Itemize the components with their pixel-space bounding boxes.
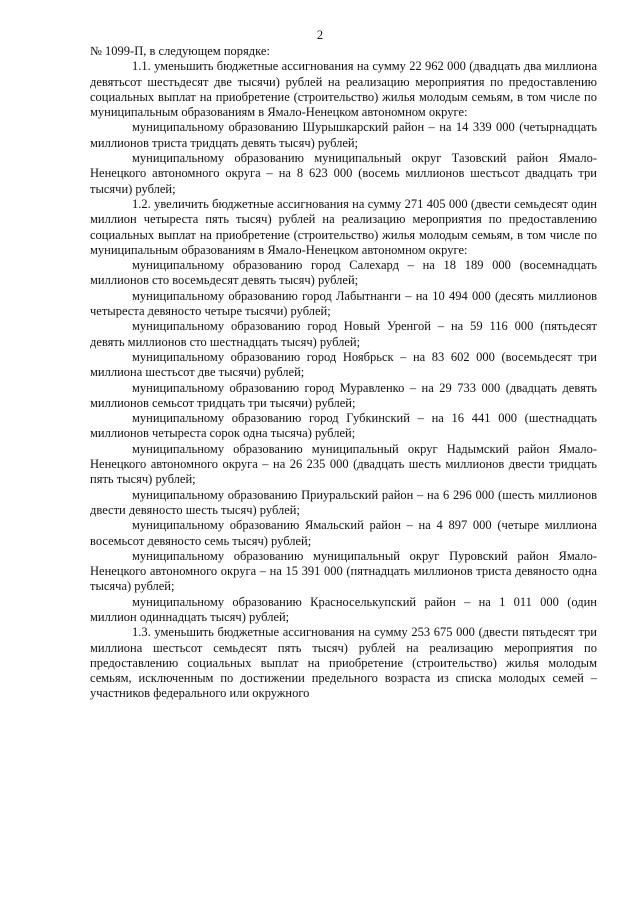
paragraph-labytnangi: муниципальному образованию город Лабытнанги – на 10 494 000 (десять миллионов четыреста девяносто четыре тысячи) рублей; bbox=[90, 288, 597, 319]
paragraph-1-2-increase: 1.2. увеличить бюджетные ассигнования на сумму 271 405 000 (двести семьдесят один миллион четыреста пять тысяч) рублей на реализацию мероприятия по предоставлению социальных выплат на приобретение (строительство) жилья молодым семьям, в том числе по муниципальным образованиям в Ямало-Ненецком автономном округе: bbox=[90, 196, 597, 257]
document-body bbox=[90, 44, 597, 702]
paragraph-tazovsky: муниципальному образованию муниципальный округ Тазовский район Ямало-Ненецкого автономного округа – на 8 623 000 (восемь миллионов шестьсот двадцать три тысячи) рублей; bbox=[90, 151, 597, 196]
paragraph-muravlenko: муниципальному образованию город Муравленко – на 29 733 000 (двадцать девять миллионов семьсот тридцать три тысячи) рублей; bbox=[90, 380, 597, 410]
paragraph-priuralsky: муниципальному образованию Приуральский район – на 6 296 000 (шесть миллионов двести девяносто шесть тысяч) рублей; bbox=[90, 487, 597, 517]
page-number: 2 bbox=[316, 28, 324, 42]
paragraph-shuryshkarsky: муниципальному образованию Шурышкарский район – на 14 339 000 (четырнадцать миллионов триста тридцать девять тысяч) рублей; bbox=[90, 120, 597, 150]
paragraph-krasnoselkupsky: муниципальному образованию Красноселькупский район – на 1 011 000 (один миллион одиннадцать тысяч) рублей; bbox=[90, 594, 597, 624]
paragraph-novy-urengoy: муниципальному образованию город Новый Уренгой – на 59 116 000 (пятьдесят девять миллионов сто шестнадцать тысяч) рублей; bbox=[90, 319, 597, 349]
paragraph-gubkinsky: муниципальному образованию город Губкинский – на 16 441 000 (шестнадцать миллионов четыреста сорок одна тысяча) рублей; bbox=[90, 411, 597, 441]
paragraph-purovsky: муниципальному образованию муниципальный округ Пуровский район Ямало-Ненецкого автономного округа – на 15 391 000 (пятнадцать миллионов триста девяносто одна тысяча) рублей; bbox=[90, 548, 597, 594]
paragraph-yamalsky: муниципальному образованию Ямальский район – на 4 897 000 (четыре миллиона восемьсот девяносто семь тысяч) рублей; bbox=[90, 518, 597, 548]
paragraph-continuation: № 1099-П, в следующем порядке: bbox=[90, 44, 270, 58]
paragraph-noyabrsk: муниципальному образованию город Ноябрьск – на 83 602 000 (восемьдесят три миллиона шестьсот две тысячи) рублей; bbox=[90, 349, 597, 380]
paragraph-1-3-decrease: 1.3. уменьшить бюджетные ассигнования на сумму 253 675 000 (двести пятьдесят три миллиона шестьсот семьдесят пять тысяч) рублей на реализацию мероприятия по предоставлению социальных выплат на приобретение (строительство) жилья молодым семьям, исключенным по достижении предельного возраста из списка молодых семей – участников федерального или окружного bbox=[90, 625, 597, 701]
paragraph-nadymsky: муниципальному образованию муниципальный округ Надымский район Ямало-Ненецкого автономного округа – на 26 235 000 (двадцать шесть миллионов двести тридцать пять тысяч) рублей; bbox=[90, 441, 597, 487]
paragraph-1-1-decrease: 1.1. уменьшить бюджетные ассигнования на сумму 22 962 000 (двадцать два миллиона девятьсот шестьдесят две тысячи) рублей на реализацию мероприятия по предоставлению социальных выплат на приобретение (строительство) жилья молодым семьям, в том числе по муниципальным образованиям в Ямало-Ненецком автономном округе: bbox=[90, 59, 597, 120]
paragraph-salekhard: муниципальному образованию город Салехард – на 18 189 000 (восемнадцать миллионов сто восемьдесят девять тысяч) рублей; bbox=[90, 258, 597, 288]
